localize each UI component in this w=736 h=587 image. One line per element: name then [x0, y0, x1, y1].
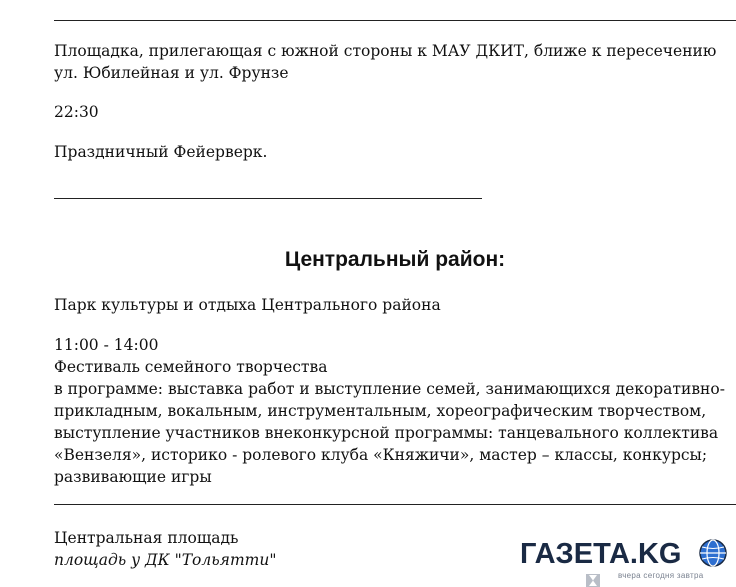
watermark-brand: ГАЗЕТА.KG — [520, 538, 682, 570]
sub-venue-name: площадь у ДК "Тольятти" — [54, 551, 277, 569]
description-line: «Вензеля», историко - ролевого клуба «Княжичи», мастер – классы, конкурсы; — [54, 446, 708, 464]
description-line: прикладным, вокальным, инструментальным, хореографическим творчеством, — [54, 402, 707, 420]
location-line-1: Площадка, прилегающая с южной стороны к МАУ ДКИТ, ближе к пересечению — [54, 42, 717, 60]
description-line: в программе: выставка работ и выступление семей, занимающихся декоративно- — [54, 380, 725, 398]
separator-bottom — [54, 504, 736, 505]
hourglass-icon — [586, 574, 600, 587]
separator-top — [54, 20, 736, 21]
event-title: Фестиваль семейного творчества — [54, 358, 328, 376]
separator-middle — [54, 198, 482, 199]
district-heading: Центральный район: — [284, 248, 506, 271]
event-time: 22:30 — [54, 103, 99, 121]
description-line: развивающие игры — [54, 468, 212, 486]
globe-icon — [698, 538, 728, 568]
venue-name: Центральная площадь — [54, 529, 239, 547]
venue-name: Парк культуры и отдыха Центрального района — [54, 296, 441, 314]
watermark-slogan: вчера сегодня завтра — [618, 571, 704, 580]
event-title: Праздничный Фейерверк. — [54, 143, 268, 161]
description-line: выступление участников внеконкурсной программы: танцевального коллектива — [54, 424, 719, 442]
event-time: 11:00 - 14:00 — [54, 336, 159, 354]
location-line-2: ул. Юбилейная и ул. Фрунзе — [54, 64, 289, 82]
site-watermark — [520, 530, 736, 587]
